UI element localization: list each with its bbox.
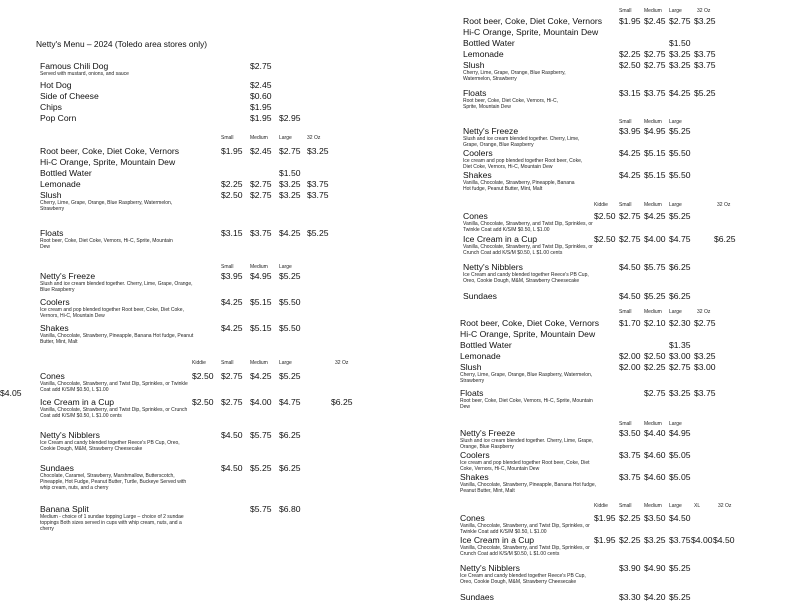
menu-item-price: $5.25 [250, 463, 272, 473]
menu-item-price: $6.25 [714, 234, 736, 244]
menu-item-price: $2.75 [250, 190, 272, 200]
column-header: Medium [644, 421, 662, 427]
menu-item-price: $6.25 [279, 430, 301, 440]
menu-item-name: Slush [463, 60, 485, 70]
menu-item-price: $2.75 [221, 397, 243, 407]
menu-item-name: Coolers [463, 148, 493, 158]
menu-item-price: $2.00 [619, 351, 641, 361]
menu-item-price: $2.45 [644, 16, 666, 26]
menu-item-name: Shakes [460, 472, 489, 482]
menu-item-name: Sundaes [40, 463, 74, 473]
menu-item-price: $5.25 [307, 228, 329, 238]
menu-item-price: $5.50 [279, 297, 301, 307]
menu-item-description: Vanilla, Chocolate, Strawberry, and Twist Dip, Sprinkles, or Crunch Coat add K/S/M $0.50, L $1.00 cents [460, 545, 590, 557]
menu-item-name: Bottled Water [40, 168, 92, 178]
menu-item-price: $4.90 [644, 563, 666, 573]
menu-item-name: Floats [40, 228, 64, 238]
menu-item-price: $3.25 [669, 388, 691, 398]
menu-item-description: Cherry, Lime, Grape, Orange, Blue Raspberry, Watermelon, Strawberry [463, 70, 566, 82]
menu-item-price: $3.50 [619, 428, 641, 438]
menu-item-price: $4.75 [669, 234, 691, 244]
menu-item-name: Coolers [40, 297, 70, 307]
menu-item-price: $3.25 [307, 146, 329, 156]
column-header: Medium [250, 135, 268, 141]
menu-item-name: Hi-C Orange, Sprite, Mountain Dew [40, 157, 176, 167]
menu-item-price: $5.50 [669, 148, 691, 158]
menu-item-price: $4.20 [644, 592, 666, 602]
menu-item-name: Bottled Water [460, 340, 512, 350]
menu-item-price: $3.25 [669, 49, 691, 59]
menu-item-price: $3.90 [619, 563, 641, 573]
menu-item-price: $6.25 [669, 291, 691, 301]
menu-item-name: Hi-C Orange, Sprite, Mountain Dew [463, 27, 599, 37]
menu-item-price: $2.45 [250, 80, 272, 90]
menu-item-price: $1.95 [594, 535, 616, 545]
menu-item-description: Vanilla, Chocolate, Strawberry, Pineapple, Banana Hot fudge, Peanut Butter, Mint, Malt [463, 180, 575, 192]
menu-item-price: $2.50 [221, 190, 243, 200]
menu-item-name: Banana Split [40, 504, 89, 514]
menu-item-name: Root beer, Coke, Diet Coke, Vernors [40, 146, 180, 156]
menu-item-price: $6.80 [279, 504, 301, 514]
column-header: Medium [644, 119, 662, 125]
column-header: Medium [250, 360, 268, 366]
menu-item-price: $4.25 [221, 323, 243, 333]
menu-item-price: $0.60 [250, 91, 272, 101]
menu-item-price: $1.70 [619, 318, 641, 328]
menu-item-name: Pop Corn [40, 113, 77, 123]
menu-item-price: $4.50 [713, 535, 735, 545]
menu-item-description: Root beer, Coke, Diet Coke, Vernors, Hi-C, Sprite, Mountain Dew [463, 98, 559, 110]
menu-item-price: $4.25 [669, 88, 691, 98]
menu-item-price: $3.75 [250, 228, 272, 238]
menu-item-price: $4.05 [0, 388, 22, 398]
menu-item-price: $5.25 [669, 563, 691, 573]
column-header: 32 Oz [697, 309, 711, 315]
menu-item-price: $1.95 [221, 146, 243, 156]
menu-item-price: $2.25 [644, 362, 666, 372]
menu-item-price: $3.30 [619, 592, 641, 602]
menu-item-description: Medium - choice of 1 sundae topping Large – choice of 2 sundae toppings Both sizes served in cups with whip cream, nuts, and a cherry [40, 514, 184, 532]
column-header: Medium [250, 264, 268, 270]
menu-item-price: $1.50 [279, 168, 301, 178]
menu-item-description: Root beer, Coke, Diet Coke, Vernors, Hi-C, Sprite, Mountain Dew [460, 398, 593, 410]
menu-item-price: $4.50 [669, 513, 691, 523]
column-header: Kiddie [594, 503, 608, 509]
menu-item-name: Floats [463, 88, 487, 98]
menu-item-price: $2.50 [644, 351, 666, 361]
menu-item-price: $5.75 [250, 430, 272, 440]
menu-item-price: $3.00 [669, 351, 691, 361]
column-header: Small [619, 421, 632, 427]
menu-item-price: $2.75 [644, 388, 666, 398]
menu-item-price: $1.95 [250, 102, 272, 112]
menu-item-price: $2.50 [192, 397, 214, 407]
column-header: Medium [644, 8, 662, 14]
menu-item-description: Cherry, Lime, Grape, Orange, Blue Raspberry, Watermelon, Strawberry [460, 372, 593, 384]
menu-item-price: $2.50 [192, 371, 214, 381]
column-header: Large [669, 119, 682, 125]
menu-item-price: $4.00 [250, 397, 272, 407]
menu-item-description: Vanilla, Chocolate, Strawberry, Pineapple, Banana Hot fudge, Peanut Butter, Mint, Malt [40, 333, 194, 345]
menu-item-price: $5.25 [669, 592, 691, 602]
menu-item-price: $6.25 [331, 397, 353, 407]
menu-item-price: $4.95 [250, 271, 272, 281]
menu-item-price: $5.75 [250, 504, 272, 514]
menu-item-price: $5.25 [669, 211, 691, 221]
menu-item-price: $2.75 [250, 61, 272, 71]
page-title: Netty's Menu – 2024 (Toledo area stores only) [36, 39, 208, 49]
column-header: Small [619, 503, 632, 509]
menu-item-price: $5.50 [669, 170, 691, 180]
menu-item-name: Root beer, Coke, Diet Coke, Vernors [460, 318, 600, 328]
menu-item-price: $2.25 [619, 513, 641, 523]
menu-item-price: $4.50 [619, 291, 641, 301]
column-header: Large [279, 264, 292, 270]
menu-item-price: $4.25 [279, 228, 301, 238]
menu-item-price: $3.25 [669, 60, 691, 70]
menu-item-name: Ice Cream in a Cup [463, 234, 538, 244]
menu-item-price: $5.25 [694, 88, 716, 98]
menu-item-price: $3.75 [694, 60, 716, 70]
menu-item-price: $4.25 [221, 297, 243, 307]
menu-item-price: $2.10 [644, 318, 666, 328]
menu-item-price: $3.75 [307, 190, 329, 200]
menu-item-name: Netty's Freeze [460, 428, 516, 438]
menu-item-price: $5.75 [644, 262, 666, 272]
menu-item-name: Lemonade [460, 351, 501, 361]
menu-item-price: $4.25 [250, 371, 272, 381]
menu-item-description: Vanilla, Chocolate, Strawberry, and Twist Dip, Sprinkles, or Twinkle Coat add K/S/M $0.50, L $1.00 [463, 221, 593, 233]
menu-item-name: Floats [460, 388, 484, 398]
menu-item-price: $1.95 [594, 513, 616, 523]
column-header: Small [619, 309, 632, 315]
column-header: 32 Oz [718, 503, 732, 509]
menu-item-name: Netty's Freeze [40, 271, 96, 281]
menu-item-price: $5.05 [669, 472, 691, 482]
menu-item-price: $4.50 [221, 430, 243, 440]
column-header: Medium [644, 503, 662, 509]
menu-item-price: $3.75 [619, 472, 641, 482]
menu-item-description: Served with mustard, onions, and sauce [40, 71, 129, 77]
menu-item-description: Vanilla, Chocolate, Strawberry, and Twist Dip, Sprinkles, or Twinkle Coat add K/S/M $0.50, L $1.00 [40, 381, 188, 393]
menu-item-name: Ice Cream in a Cup [460, 535, 535, 545]
menu-item-price: $4.95 [669, 428, 691, 438]
menu-item-name: Sundaes [460, 592, 494, 602]
menu-item-price: $5.25 [669, 126, 691, 136]
menu-item-description: Slush and ice cream blended together. Cherry, Lime, Grape, Orange, Blue Raspberry [463, 136, 580, 148]
column-header: Kiddie [192, 360, 206, 366]
menu-item-price: $2.75 [644, 60, 666, 70]
menu-item-price: $1.95 [619, 16, 641, 26]
menu-item-description: Cherry, Lime, Grape, Orange, Blue Raspberry, Watermelon, Strawberry [40, 200, 173, 212]
menu-item-price: $2.75 [619, 234, 641, 244]
menu-item-price: $3.75 [644, 88, 666, 98]
menu-item-price: $6.25 [669, 262, 691, 272]
menu-item-name: Famous Chili Dog [40, 61, 109, 71]
menu-item-name: Ice Cream in a Cup [40, 397, 115, 407]
column-header: 32 Oz [335, 360, 349, 366]
menu-item-price: $3.75 [619, 450, 641, 460]
menu-item-name: Cones [460, 513, 485, 523]
menu-item-price: $3.25 [694, 351, 716, 361]
column-header: Large [279, 360, 292, 366]
menu-item-price: $2.50 [619, 60, 641, 70]
menu-item-description: Slush and ice cream blended together. Cherry, Lime, Grape, Orange, Blue Raspberry [460, 438, 594, 450]
menu-item-description: Slush and ice cream blended together. Cherry, Lime, Grape, Orange, Blue Raspberry [40, 281, 193, 293]
menu-item-price: $3.50 [644, 513, 666, 523]
menu-item-name: Hi-C Orange, Sprite, Mountain Dew [460, 329, 596, 339]
menu-item-name: Lemonade [40, 179, 81, 189]
menu-item-price: $3.95 [221, 271, 243, 281]
column-header: Large [669, 421, 682, 427]
column-header: Medium [644, 309, 662, 315]
menu-item-price: $2.75 [619, 211, 641, 221]
menu-item-description: Root beer, Coke, Diet Coke, Vernors, Hi-C, Sprite, Mountain Dew [40, 238, 173, 250]
menu-item-price: $2.25 [619, 535, 641, 545]
menu-item-description: Ice cream and pop blended together Root beer, Coke, Diet Coke, Vernors, Hi-C, Mountain Dew [463, 158, 583, 170]
menu-item-price: $2.75 [669, 362, 691, 372]
menu-item-price: $2.50 [594, 211, 616, 221]
menu-item-price: $3.75 [669, 535, 691, 545]
column-header: XL [694, 503, 701, 509]
menu-item-description: Vanilla, Chocolate, Strawberry, and Twist Dip, Sprinkles, or Twinkle Coat add K/S/M $0.50, L $1.00 [460, 523, 590, 535]
menu-item-name: Slush [460, 362, 482, 372]
menu-item-price: $4.40 [644, 428, 666, 438]
menu-item-price: $3.25 [279, 179, 301, 189]
menu-item-description: Ice cream and pop blended together Root beer, Coke, Diet Coke, Vernors, Hi-C, Mountain Dew [40, 307, 184, 319]
menu-item-price: $5.15 [250, 297, 272, 307]
menu-item-price: $4.25 [644, 211, 666, 221]
menu-item-price: $2.75 [694, 318, 716, 328]
menu-item-price: $3.25 [644, 535, 666, 545]
menu-item-price: $3.15 [221, 228, 243, 238]
column-header: Small [619, 119, 632, 125]
menu-item-name: Chips [40, 102, 62, 112]
menu-item-price: $4.75 [279, 397, 301, 407]
menu-item-price: $2.50 [594, 234, 616, 244]
column-header: 32 Oz [697, 8, 711, 14]
menu-item-price: $3.25 [279, 190, 301, 200]
menu-item-price: $6.25 [279, 463, 301, 473]
menu-item-price: $3.00 [694, 362, 716, 372]
menu-item-price: $5.25 [279, 271, 301, 281]
menu-item-price: $3.15 [619, 88, 641, 98]
column-header: Large [669, 8, 682, 14]
menu-item-price: $5.15 [644, 148, 666, 158]
menu-item-price: $4.25 [619, 148, 641, 158]
menu-item-name: Shakes [463, 170, 492, 180]
menu-item-price: $2.25 [619, 49, 641, 59]
menu-item-description: Ice Cream and candy blended together Reece's PB Cup, Oreo, Cookie Dough, M&M, Strawberry Cheesecake [460, 573, 586, 585]
column-header: Large [279, 135, 292, 141]
menu-item-price: $2.75 [644, 49, 666, 59]
menu-item-price: $2.00 [619, 362, 641, 372]
menu-item-description: Ice Cream and candy blended together Reece's PB Cup, Oreo, Cookie Dough, M&M, Strawberry Cheesecake [40, 440, 180, 452]
menu-item-price: $5.25 [644, 291, 666, 301]
menu-item-price: $2.25 [221, 179, 243, 189]
menu-item-price: $4.00 [691, 535, 713, 545]
column-header: 32 Oz [307, 135, 321, 141]
column-header: Small [221, 264, 234, 270]
menu-item-name: Cones [463, 211, 488, 221]
menu-item-name: Shakes [40, 323, 69, 333]
menu-item-price: $4.25 [619, 170, 641, 180]
menu-item-price: $3.95 [619, 126, 641, 136]
column-header: Small [619, 8, 632, 14]
menu-item-price: $2.75 [669, 16, 691, 26]
menu-item-name: Hot Dog [40, 80, 72, 90]
column-header: Large [669, 202, 682, 208]
column-header: Large [669, 309, 682, 315]
menu-item-name: Side of Cheese [40, 91, 99, 101]
menu-item-description: Chocolate, Caramel, Strawberry, Marshmallow, Butterscotch, Pineapple, Hot Fudge, Peanut Butter, Turtle, Buckeye Served with whip cream, nuts, and a cherry [40, 473, 187, 491]
menu-item-price: $5.25 [279, 371, 301, 381]
menu-item-name: Coolers [460, 450, 490, 460]
menu-item-price: $4.95 [644, 126, 666, 136]
column-header: Medium [644, 202, 662, 208]
menu-item-price: $1.35 [669, 340, 691, 350]
menu-item-name: Lemonade [463, 49, 504, 59]
menu-item-description: Ice cream and pop blended together Root beer, Coke, Diet Coke, Vernors, Hi-C, Mountain Dew [460, 460, 590, 472]
column-header: Small [619, 202, 632, 208]
menu-item-price: $5.05 [669, 450, 691, 460]
menu-item-price: $5.15 [250, 323, 272, 333]
menu-item-name: Netty's Freeze [463, 126, 519, 136]
menu-item-price: $4.60 [644, 450, 666, 460]
column-header: Large [669, 503, 682, 509]
menu-item-name: Root beer, Coke, Diet Coke, Vernors [463, 16, 603, 26]
menu-item-price: $2.75 [221, 371, 243, 381]
menu-item-price: $4.50 [221, 463, 243, 473]
menu-item-price: $3.75 [694, 388, 716, 398]
column-header: Small [221, 135, 234, 141]
menu-item-price: $1.50 [669, 38, 691, 48]
column-header: Kiddie [594, 202, 608, 208]
menu-item-description: Vanilla, Chocolate, Strawberry, Pineapple, Banana Hot fudge, Peanut Butter, Mint, Malt [460, 482, 597, 494]
menu-item-price: $3.25 [694, 16, 716, 26]
menu-item-name: Netty's Nibblers [463, 262, 523, 272]
menu-item-description: Ice Cream and candy blended together Reece's PB Cup, Oreo, Cookie Dough, M&M, Strawberry Cheesecake [463, 272, 589, 284]
menu-item-name: Slush [40, 190, 62, 200]
menu-item-price: $2.45 [250, 146, 272, 156]
menu-item-price: $3.75 [307, 179, 329, 189]
menu-item-name: Netty's Nibblers [40, 430, 100, 440]
menu-item-name: Netty's Nibblers [460, 563, 520, 573]
menu-item-price: $2.30 [669, 318, 691, 328]
menu-item-price: $4.00 [644, 234, 666, 244]
menu-item-name: Cones [40, 371, 65, 381]
menu-item-price: $4.50 [619, 262, 641, 272]
menu-item-price: $5.50 [279, 323, 301, 333]
menu-item-price: $2.95 [279, 113, 301, 123]
column-header: 32 Oz [717, 202, 731, 208]
menu-item-price: $2.75 [279, 146, 301, 156]
menu-item-price: $2.75 [250, 179, 272, 189]
menu-item-description: Vanilla, Chocolate, Strawberry, and Twist Dip, Sprinkles, or Crunch Coat add K/S/M $0.50, L $1.00 cents [40, 407, 188, 419]
menu-item-price: $1.95 [250, 113, 272, 123]
menu-item-price: $3.75 [694, 49, 716, 59]
column-header: Small [221, 360, 234, 366]
menu-item-price: $5.15 [644, 170, 666, 180]
menu-item-name: Sundaes [463, 291, 497, 301]
menu-item-price: $4.60 [644, 472, 666, 482]
menu-item-name: Bottled Water [463, 38, 515, 48]
menu-item-description: Vanilla, Chocolate, Strawberry, and Twist Dip, Sprinkles, or Crunch Coat add K/S/M $0.50, L $1.00 cents [463, 244, 593, 256]
